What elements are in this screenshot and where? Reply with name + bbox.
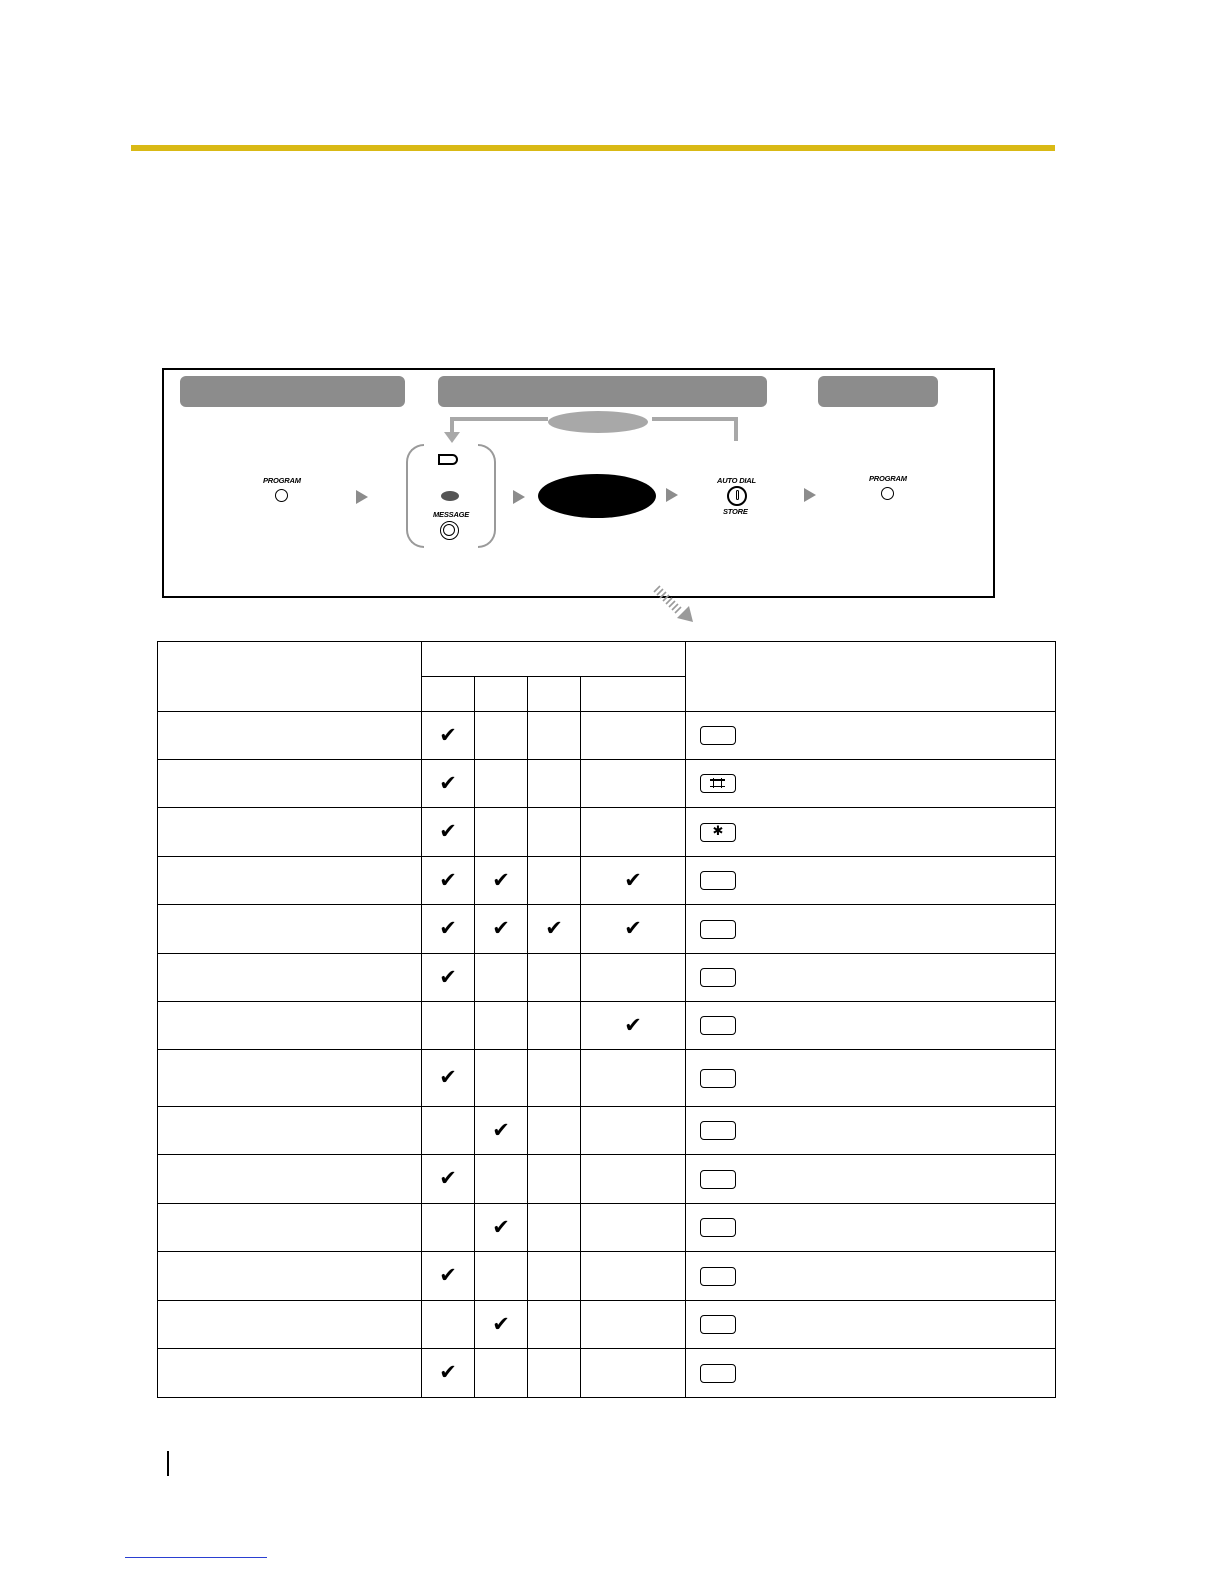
check-cell: [581, 1252, 686, 1301]
subheader-cell: [422, 677, 475, 712]
blank-key-icon: [700, 1170, 736, 1189]
check-mark-icon: ✔: [492, 1118, 510, 1142]
table-row: [158, 808, 1056, 857]
message-label: MESSAGE: [433, 510, 470, 519]
table-row: [158, 1155, 1056, 1204]
check-cell: [581, 808, 686, 857]
check-cell: [475, 1349, 528, 1398]
check-cell: [581, 1050, 686, 1107]
feature-name-cell: [158, 1252, 422, 1301]
check-cell: [528, 1002, 581, 1050]
check-cell: [581, 1155, 686, 1204]
check-cell: [422, 1349, 475, 1398]
blank-key-icon: [700, 1069, 736, 1088]
check-cell: [528, 905, 581, 954]
blank-key-icon: [700, 1267, 736, 1286]
program-label-1: PROGRAM: [263, 476, 301, 485]
check-cell: [422, 1107, 475, 1155]
check-cell: [422, 857, 475, 905]
flow-arrow-icon: [804, 488, 816, 502]
table-header-row: [158, 642, 1056, 677]
subheader-cell: [475, 677, 528, 712]
table-row: [158, 1252, 1056, 1301]
group-bracket-right: [478, 444, 496, 548]
step-header-bar-1: [180, 376, 405, 407]
check-mark-icon: ✔: [492, 917, 510, 940]
check-cell: [581, 857, 686, 905]
feature-name-cell: [158, 1002, 422, 1050]
check-cell: [581, 1002, 686, 1050]
check-cell: [475, 1252, 528, 1301]
star-key-icon: ✱: [700, 823, 736, 842]
blank-key-icon: [700, 1315, 736, 1334]
check-cell: [528, 857, 581, 905]
check-cell: [581, 1301, 686, 1349]
auto-dial-label: AUTO DIAL: [717, 476, 756, 485]
program-button-icon[interactable]: [275, 489, 288, 502]
check-mark-icon: ✔: [439, 868, 457, 892]
check-cell: [422, 905, 475, 954]
check-cell: [422, 1252, 475, 1301]
feature-name-cell: [158, 1050, 422, 1107]
check-cell: [581, 1204, 686, 1252]
loop-back-line-left: [452, 417, 548, 421]
check-mark-icon: ✔: [624, 1013, 642, 1037]
check-mark-icon: ✔: [545, 917, 563, 940]
loop-back-line-right: [652, 417, 738, 421]
check-cell: [475, 905, 528, 954]
message-lamp-icon: [441, 491, 459, 501]
check-cell: [422, 712, 475, 760]
check-cell: [475, 1155, 528, 1204]
check-cell: [528, 1252, 581, 1301]
loop-back-drop-right: [734, 417, 738, 441]
check-mark-icon: ✔: [439, 723, 457, 747]
table-row: [158, 1301, 1056, 1349]
key-cell: [686, 760, 1056, 808]
section-header-rule: [131, 145, 1055, 151]
key-cell: [686, 857, 1056, 905]
step-header-bar-2: [438, 376, 767, 407]
check-mark-icon: ✔: [492, 1312, 510, 1336]
check-cell: [422, 1002, 475, 1050]
table-row: [158, 1349, 1056, 1398]
check-cell: [475, 808, 528, 857]
auto-dial-store-button-icon[interactable]: [727, 486, 747, 506]
check-cell: [581, 905, 686, 954]
loop-back-oval: [548, 411, 648, 433]
check-cell: [528, 712, 581, 760]
check-cell: [422, 1301, 475, 1349]
check-mark-icon: ✔: [439, 1167, 457, 1190]
check-cell: [528, 760, 581, 808]
check-cell: [581, 712, 686, 760]
blank-key-icon: [700, 1016, 736, 1035]
check-mark-icon: ✔: [439, 1066, 457, 1089]
check-cell: [528, 1204, 581, 1252]
procedure-panel: [162, 368, 995, 598]
check-mark-icon: ✔: [439, 917, 457, 940]
feature-name-cell: [158, 808, 422, 857]
check-mark-icon: ✔: [492, 868, 510, 892]
key-cell: [686, 1301, 1056, 1349]
link-underline: [125, 1557, 267, 1558]
hash-glyph-icon: [713, 778, 722, 788]
table-row: [158, 1050, 1056, 1107]
subheader-cell: [528, 677, 581, 712]
key-cell: [686, 1252, 1056, 1301]
check-cell: [581, 760, 686, 808]
key-cell: [686, 1050, 1056, 1107]
check-cell: [528, 1107, 581, 1155]
check-cell: [422, 1050, 475, 1107]
blank-key-icon: [700, 871, 736, 890]
feature-name-cell: [158, 1204, 422, 1252]
check-mark-icon: ✔: [439, 820, 457, 843]
step-header-bar-3: [818, 376, 938, 407]
program-label-2: PROGRAM: [869, 474, 907, 483]
feature-name-cell: [158, 905, 422, 954]
led-indicator-icon: [438, 454, 458, 465]
blank-key-icon: [700, 1364, 736, 1383]
blank-key-icon: [700, 968, 736, 987]
message-button-icon[interactable]: [440, 521, 459, 540]
check-cell: [528, 1301, 581, 1349]
check-cell: [475, 1050, 528, 1107]
check-cell: [528, 954, 581, 1002]
check-cell: [475, 1204, 528, 1252]
check-mark-icon: ✔: [439, 1264, 457, 1287]
check-cell: [528, 1349, 581, 1398]
check-cell: [528, 1155, 581, 1204]
header-cell: [686, 642, 1056, 712]
feature-name-cell: [158, 857, 422, 905]
key-cell: [686, 1204, 1056, 1252]
table-row: [158, 1107, 1056, 1155]
check-cell: [528, 808, 581, 857]
key-cell: [686, 905, 1056, 954]
key-cell: [686, 1002, 1056, 1050]
check-mark-icon: ✔: [439, 965, 457, 989]
check-cell: [581, 1349, 686, 1398]
hash-key-icon: [700, 774, 736, 793]
check-cell: [475, 954, 528, 1002]
feature-name-cell: [158, 712, 422, 760]
check-cell: [475, 1301, 528, 1349]
check-mark-icon: ✔: [492, 1215, 510, 1239]
table-row: [158, 760, 1056, 808]
key-cell: [686, 1349, 1056, 1398]
feature-name-cell: [158, 1155, 422, 1204]
header-cell-group: [422, 642, 686, 677]
feature-name-cell: [158, 1301, 422, 1349]
loop-back-arrowhead-icon: [444, 432, 460, 443]
check-cell: [422, 808, 475, 857]
hatched-pointer-arrow-icon: [652, 584, 696, 628]
feature-name-cell: [158, 1107, 422, 1155]
flow-arrow-icon: [666, 488, 678, 502]
check-cell: [422, 1204, 475, 1252]
key-cell: [686, 1107, 1056, 1155]
check-cell: [422, 760, 475, 808]
group-bracket-left: [406, 444, 424, 548]
blank-key-icon: [700, 1218, 736, 1237]
check-mark-icon: ✔: [439, 1361, 457, 1384]
check-cell: [581, 1107, 686, 1155]
check-mark-icon: ✔: [624, 917, 642, 940]
check-cell: [475, 1107, 528, 1155]
table-row: [158, 712, 1056, 760]
check-cell: [422, 954, 475, 1002]
store-label: STORE: [723, 507, 748, 516]
black-oval-placeholder: [538, 474, 656, 518]
page-margin-marker: [167, 1451, 169, 1476]
blank-key-icon: [700, 1121, 736, 1140]
key-cell: [686, 1155, 1056, 1204]
check-cell: [581, 954, 686, 1002]
blank-key-icon: [700, 920, 736, 939]
feature-name-cell: [158, 1349, 422, 1398]
table-row: [158, 857, 1056, 905]
check-mark-icon: ✔: [624, 868, 642, 892]
check-mark-icon: ✔: [439, 771, 457, 795]
program-button-icon[interactable]: [881, 487, 894, 500]
subheader-cell: [581, 677, 686, 712]
check-cell: [528, 1050, 581, 1107]
table-row: [158, 1002, 1056, 1050]
feature-table: [157, 641, 1056, 1398]
feature-name-cell: [158, 954, 422, 1002]
table-row: [158, 954, 1056, 1002]
flow-arrow-icon: [356, 490, 368, 504]
check-cell: [475, 857, 528, 905]
blank-key-icon: [700, 726, 736, 745]
key-cell: [686, 954, 1056, 1002]
flow-arrow-icon: [513, 490, 525, 504]
feature-name-cell: [158, 760, 422, 808]
check-cell: [475, 712, 528, 760]
key-cell: [686, 808, 1056, 857]
check-cell: [475, 760, 528, 808]
check-cell: [422, 1155, 475, 1204]
table-row: [158, 905, 1056, 954]
table-row: [158, 1204, 1056, 1252]
header-cell: [158, 642, 422, 712]
key-cell: [686, 712, 1056, 760]
check-cell: [475, 1002, 528, 1050]
